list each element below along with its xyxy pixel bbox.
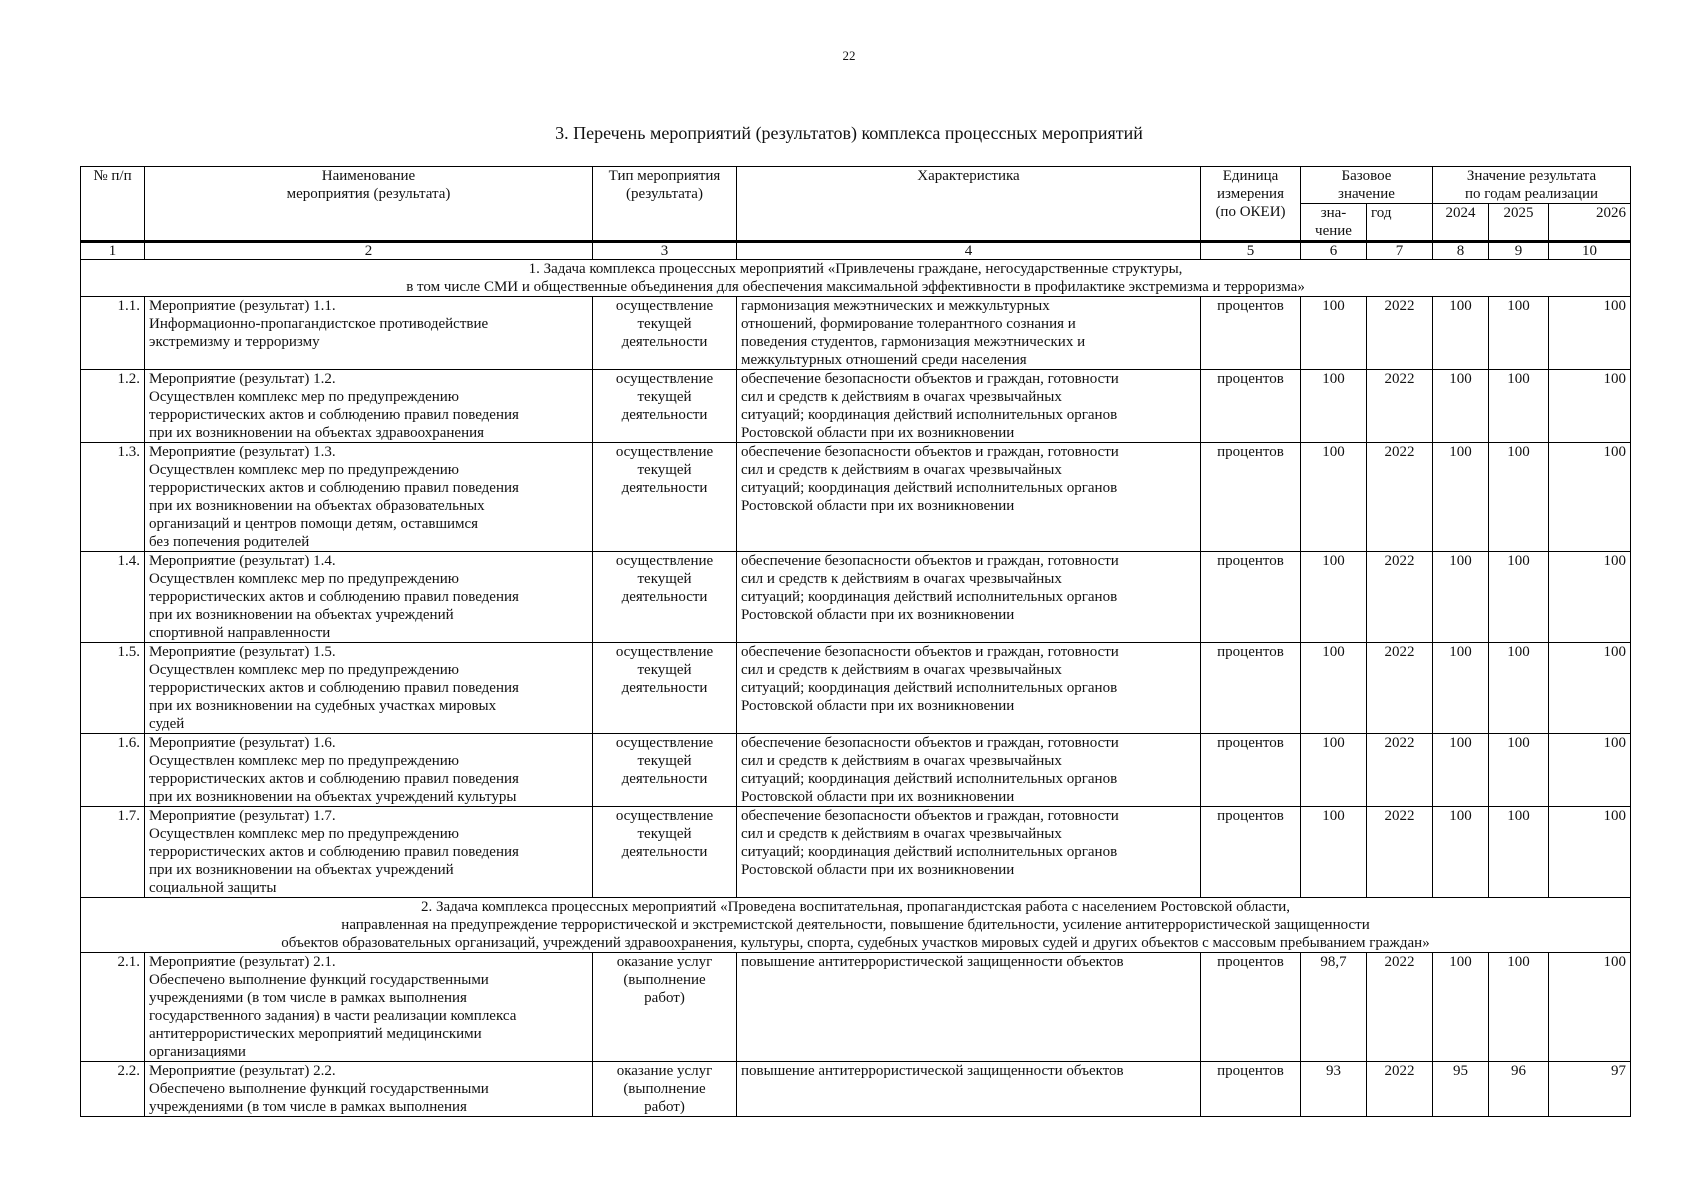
row-number: 1.3. xyxy=(81,443,145,552)
value-2024: 100 xyxy=(1433,734,1489,807)
measure-name: Мероприятие (результат) 1.6. Осуществлен комплекс мер по предупреждению террористических актов и соблюдению правил поведения при их возникновении на объектах учреждений культуры xyxy=(145,734,593,807)
measure-characteristic: повышение антитеррористической защищенности объектов xyxy=(737,953,1201,1062)
table-row xyxy=(81,643,1631,734)
measure-name: Мероприятие (результат) 1.4. Осуществлен комплекс мер по предупреждению террористических актов и соблюдению правил поведения при их возникновении на объектах учреждений спортивной направленности xyxy=(145,552,593,643)
base-year: 2022 xyxy=(1367,734,1433,807)
base-year: 2022 xyxy=(1367,643,1433,734)
table-row xyxy=(81,734,1631,807)
row-number: 1.5. xyxy=(81,643,145,734)
measure-unit: процентов xyxy=(1201,443,1301,552)
task-1-heading: 1. Задача комплекса процессных мероприятий «Привлечены граждане, негосударственные структуры, в том числе СМИ и общественные объединения для обеспечения максимальной эффективности в профилактике экстремизма и терроризма» xyxy=(81,260,1631,297)
measure-type: оказание услуг (выполнение работ) xyxy=(593,1062,737,1117)
col-number: 6 xyxy=(1301,242,1367,260)
base-year: 2022 xyxy=(1367,552,1433,643)
column-numbers-row xyxy=(81,242,1631,260)
col-number: 3 xyxy=(593,242,737,260)
value-2024: 100 xyxy=(1433,643,1489,734)
measure-unit: процентов xyxy=(1201,734,1301,807)
measure-characteristic: обеспечение безопасности объектов и граждан, готовности сил и средств к действиям в очагах чрезвычайных ситуаций; координация действий исполнительных органов Ростовской области при их возникновении xyxy=(737,443,1201,552)
value-2026: 100 xyxy=(1549,807,1631,898)
base-value: 93 xyxy=(1301,1062,1367,1117)
col-number: 7 xyxy=(1367,242,1433,260)
value-2025: 100 xyxy=(1489,953,1549,1062)
base-value: 100 xyxy=(1301,370,1367,443)
measure-type: осуществление текущей деятельности xyxy=(593,443,737,552)
measure-characteristic: повышение антитеррористической защищенности объектов xyxy=(737,1062,1201,1117)
measure-name: Мероприятие (результат) 1.1. Информационно-пропагандистское противодействие экстремизму и терроризму xyxy=(145,297,593,370)
col-number: 8 xyxy=(1433,242,1489,260)
row-number: 2.2. xyxy=(81,1062,145,1117)
measure-type: осуществление текущей деятельности xyxy=(593,552,737,643)
value-2025: 100 xyxy=(1489,734,1549,807)
value-2025: 100 xyxy=(1489,643,1549,734)
table-row xyxy=(81,1062,1631,1117)
measure-type: осуществление текущей деятельности xyxy=(593,807,737,898)
base-value: 100 xyxy=(1301,297,1367,370)
col-number: 2 xyxy=(145,242,593,260)
base-year: 2022 xyxy=(1367,443,1433,552)
base-value: 98,7 xyxy=(1301,953,1367,1062)
row-number: 1.2. xyxy=(81,370,145,443)
measure-unit: процентов xyxy=(1201,643,1301,734)
value-2026: 97 xyxy=(1549,1062,1631,1117)
table-row xyxy=(81,443,1631,552)
header-base-year: год xyxy=(1367,204,1433,242)
measure-type: осуществление текущей деятельности xyxy=(593,370,737,443)
header-type: Тип мероприятия (результата) xyxy=(593,167,737,242)
measure-type: осуществление текущей деятельности xyxy=(593,734,737,807)
value-2024: 100 xyxy=(1433,552,1489,643)
table-row xyxy=(81,552,1631,643)
page-number: 22 xyxy=(842,48,856,63)
col-number: 5 xyxy=(1201,242,1301,260)
value-2025: 100 xyxy=(1489,443,1549,552)
measure-type: осуществление текущей деятельности xyxy=(593,297,737,370)
header-2025: 2025 xyxy=(1489,204,1549,242)
measure-name: Мероприятие (результат) 1.2. Осуществлен комплекс мер по предупреждению террористических актов и соблюдению правил поведения при их возникновении на объектах здравоохранения xyxy=(145,370,593,443)
value-2025: 100 xyxy=(1489,807,1549,898)
measure-characteristic: обеспечение безопасности объектов и граждан, готовности сил и средств к действиям в очагах чрезвычайных ситуаций; координация действий исполнительных органов Ростовской области при их возникновении xyxy=(737,370,1201,443)
row-number: 1.1. xyxy=(81,297,145,370)
measure-name: Мероприятие (результат) 2.2. Обеспечено выполнение функций государственными учреждениями (в том числе в рамках выполнения xyxy=(145,1062,593,1117)
value-2024: 100 xyxy=(1433,443,1489,552)
base-value: 100 xyxy=(1301,734,1367,807)
header-base-value: зна- чение xyxy=(1301,204,1367,242)
measure-type: оказание услуг (выполнение работ) xyxy=(593,953,737,1062)
value-2024: 100 xyxy=(1433,807,1489,898)
table-row xyxy=(81,807,1631,898)
base-value: 100 xyxy=(1301,643,1367,734)
header-2026: 2026 xyxy=(1549,204,1631,242)
base-year: 2022 xyxy=(1367,297,1433,370)
row-number: 1.7. xyxy=(81,807,145,898)
measure-name: Мероприятие (результат) 1.5. Осуществлен комплекс мер по предупреждению террористических актов и соблюдению правил поведения при их возникновении на судебных участках мировых судей xyxy=(145,643,593,734)
value-2026: 100 xyxy=(1549,552,1631,643)
header-base: Базовое значение xyxy=(1301,167,1433,204)
table-row xyxy=(81,370,1631,443)
base-value: 100 xyxy=(1301,552,1367,643)
col-number: 10 xyxy=(1549,242,1631,260)
measure-name: Мероприятие (результат) 1.7. Осуществлен комплекс мер по предупреждению террористических актов и соблюдению правил поведения при их возникновении на объектах учреждений социальной защиты xyxy=(145,807,593,898)
measure-unit: процентов xyxy=(1201,953,1301,1062)
base-year: 2022 xyxy=(1367,807,1433,898)
base-year: 2022 xyxy=(1367,370,1433,443)
task-row-1 xyxy=(81,260,1631,297)
measure-characteristic: гармонизация межэтнических и межкультурных отношений, формирование толерантного сознания и поведения студентов, гармонизация межэтнических и межкультурных отношений среди населения xyxy=(737,297,1201,370)
value-2024: 100 xyxy=(1433,953,1489,1062)
col-number: 1 xyxy=(81,242,145,260)
value-2026: 100 xyxy=(1549,370,1631,443)
header-result: Значение результата по годам реализации xyxy=(1433,167,1631,204)
header-name: Наименование мероприятия (результата) xyxy=(145,167,593,242)
measure-characteristic: обеспечение безопасности объектов и граждан, готовности сил и средств к действиям в очагах чрезвычайных ситуаций; координация действий исполнительных органов Ростовской области при их возникновении xyxy=(737,734,1201,807)
table-row xyxy=(81,297,1631,370)
measure-characteristic: обеспечение безопасности объектов и граждан, готовности сил и средств к действиям в очагах чрезвычайных ситуаций; координация действий исполнительных органов Ростовской области при их возникновении xyxy=(737,807,1201,898)
measure-type: осуществление текущей деятельности xyxy=(593,643,737,734)
col-number: 4 xyxy=(737,242,1201,260)
base-year: 2022 xyxy=(1367,1062,1433,1117)
col-number: 9 xyxy=(1489,242,1549,260)
measure-unit: процентов xyxy=(1201,297,1301,370)
value-2026: 100 xyxy=(1549,953,1631,1062)
value-2024: 100 xyxy=(1433,370,1489,443)
value-2026: 100 xyxy=(1549,297,1631,370)
row-number: 1.6. xyxy=(81,734,145,807)
header-2024: 2024 xyxy=(1433,204,1489,242)
value-2024: 95 xyxy=(1433,1062,1489,1117)
base-year: 2022 xyxy=(1367,953,1433,1062)
header-characteristic: Характеристика xyxy=(737,167,1201,242)
value-2025: 100 xyxy=(1489,297,1549,370)
measure-name: Мероприятие (результат) 1.3. Осуществлен комплекс мер по предупреждению террористических актов и соблюдению правил поведения при их возникновении на объектах образовательных организаций и центров помощи детям, оставшимся без попечения родителей xyxy=(145,443,593,552)
value-2026: 100 xyxy=(1549,443,1631,552)
task-2-heading: 2. Задача комплекса процессных мероприятий «Проведена воспитательная, пропагандистская работа с населением Ростовской области, направленная на предупреждение террористической и экстремистской деятельности, повышение бдительности, усиление антитеррористической защищенности объектов образовательных организаций, учреждений здравоохранения, культуры, спорта, судебных участков мировых судей и других объектов с массовым пребыванием граждан» xyxy=(81,898,1631,953)
row-number: 1.4. xyxy=(81,552,145,643)
base-value: 100 xyxy=(1301,443,1367,552)
measure-unit: процентов xyxy=(1201,552,1301,643)
value-2024: 100 xyxy=(1433,297,1489,370)
measure-name: Мероприятие (результат) 2.1. Обеспечено выполнение функций государственными учреждениями (в том числе в рамках выполнения государственного задания) в части реализации комплекса антитеррористических мероприятий медицинскими организациями xyxy=(145,953,593,1062)
measure-characteristic: обеспечение безопасности объектов и граждан, готовности сил и средств к действиям в очагах чрезвычайных ситуаций; координация действий исполнительных органов Ростовской области при их возникновении xyxy=(737,643,1201,734)
header-unit: Единица измерения (по ОКЕИ) xyxy=(1201,167,1301,242)
measure-characteristic: обеспечение безопасности объектов и граждан, готовности сил и средств к действиям в очагах чрезвычайных ситуаций; координация действий исполнительных органов Ростовской области при их возникновении xyxy=(737,552,1201,643)
measure-unit: процентов xyxy=(1201,370,1301,443)
row-number: 2.1. xyxy=(81,953,145,1062)
value-2025: 96 xyxy=(1489,1062,1549,1117)
task-row-2 xyxy=(81,898,1631,953)
measures-table xyxy=(80,166,1631,1117)
value-2025: 100 xyxy=(1489,370,1549,443)
value-2025: 100 xyxy=(1489,552,1549,643)
base-value: 100 xyxy=(1301,807,1367,898)
value-2026: 100 xyxy=(1549,734,1631,807)
measure-unit: процентов xyxy=(1201,807,1301,898)
table-row xyxy=(81,953,1631,1062)
page-title: 3. Перечень мероприятий (результатов) комплекса процессных мероприятий xyxy=(555,123,1143,143)
measure-unit: процентов xyxy=(1201,1062,1301,1117)
header-num: № п/п xyxy=(81,167,145,242)
value-2026: 100 xyxy=(1549,643,1631,734)
